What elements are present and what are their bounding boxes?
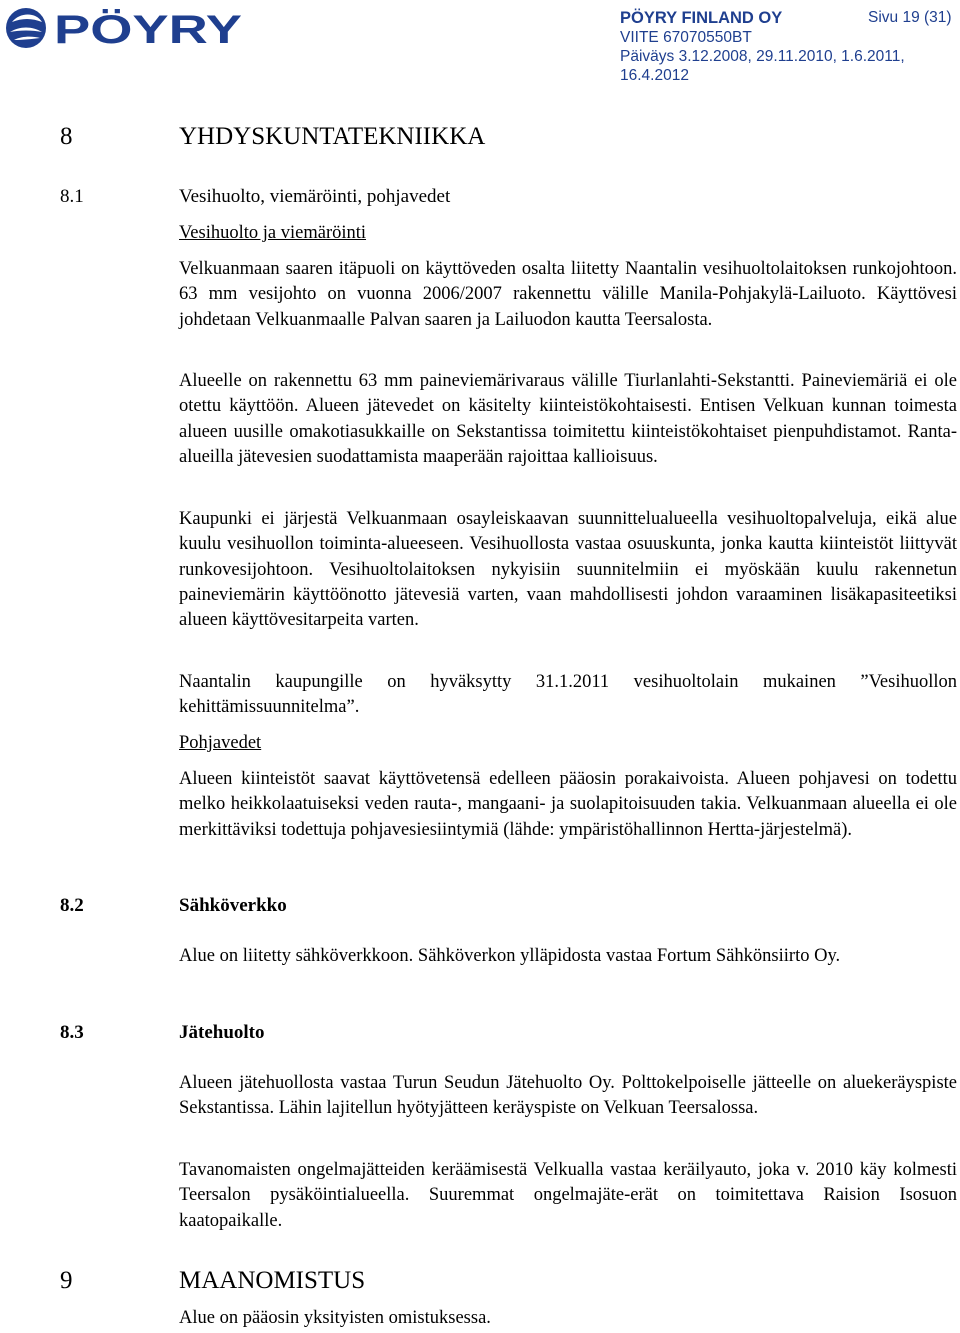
paragraph: Alueen jätehuollosta vastaa Turun Seudun Jätehuolto Oy. Polttokelpoiselle jätteelle on aluekeräyspiste Sekstantissa. Lähin lajitellun hyötyjätteen keräyspiste on Velkuan Teersalossa. <box>179 1073 957 1119</box>
paragraph: Alue on pääosin yksityisten omistuksessa. <box>179 1308 491 1328</box>
document-reference: VIITE 67070550BT <box>620 29 752 46</box>
company-name: PÖYRY FINLAND OY <box>620 9 783 27</box>
subsection-title: Jätehuolto <box>179 1022 265 1043</box>
section-number: 9 <box>60 1267 73 1294</box>
page-header <box>0 0 960 110</box>
document-dates-cont: 16.4.2012 <box>620 67 689 84</box>
subsection-title: Vesihuolto, viemäröinti, pohjavedet <box>179 186 451 207</box>
subsection-number: 8.1 <box>60 186 84 207</box>
paragraph: Tavanomaisten ongelmajätteiden keräämisestä Velkualla vastaa keräilyauto, joka v. 2010 käy kolmesti Teersalon pysäköintialueella. Suuremmat ongelmajäte-erät on toimitettava Raision Isosuon kaatopaikalle. <box>179 1160 957 1231</box>
section-title: MAANOMISTUS <box>179 1267 366 1294</box>
subsection-title: Sähköverkko <box>179 895 287 916</box>
subheading-groundwater: Pohjavedet <box>179 733 262 753</box>
section-number: 8 <box>60 123 73 150</box>
paragraph: Velkuanmaan saaren itäpuoli on käyttöveden osalta liitetty Naantalin vesihuoltolaitoksen runkojohtoon. 63 mm vesijohto on vuonna 2006/2007 rakennettu välille Manila-Pohjakylä-Lailuoto. Käyttövesi johdetaan Velkuanmaalle Palvan saaren ja Lailuodon kautta Teersalosta. <box>179 259 957 330</box>
poyry-logo <box>2 4 247 52</box>
page-number: Sivu 19 (31) <box>868 9 952 26</box>
subsection-number: 8.2 <box>60 895 84 916</box>
paragraph: Kaupunki ei järjestä Velkuanmaan osayleiskaavan suunnittelualueella vesihuoltopalveluja, eikä alue kuulu vesihuollon toiminta-alueeseen. Vesihuollosta vastaa osuuskunta, jonka kautta kiinteistöt liittyvät runkovesijohtoon. Vesihuoltolaitoksen nykyisiin suunnitelmiin ei myöskään kuulu rakennetun paineviemärin käyttöönotto jätevesiä varten, vaan mahdollisesti johdon varaaminen lisäkapasiteetiksi alueen käyttövesitarpeita varten. <box>179 509 957 631</box>
document-dates: Päiväys 3.12.2008, 29.11.2010, 1.6.2011, <box>620 48 905 65</box>
swirl-emblem-icon <box>6 8 46 48</box>
paragraph: Naantalin kaupungille on hyväksytty 31.1.2011 vesihuoltolain mukainen ”Vesihuollon kehittämissuunnitelma”. <box>179 672 957 718</box>
subheading-water-supply: Vesihuolto ja viemäröinti <box>179 223 367 243</box>
paragraph: Alueelle on rakennettu 63 mm paineviemärivaraus välille Tiurlanlahti-Sekstantti. Paineviemäriä ei ole otettu käyttöön. Alueen jätevedet on käsitelty kiinteistökohtaisesti. Entisen Velkuan kunnan toimesta alueen uusille omakotiasukkaille on Sekstantissa toimitettu kiinteistökohtaiset pienpuhdistamot. Ranta-alueilla jätevesien suodattamista maaperään rajoittaa kallioisuus. <box>179 371 957 467</box>
section-title: YHDYSKUNTATEKNIIKKA <box>179 123 486 150</box>
subsection-number: 8.3 <box>60 1022 84 1043</box>
paragraph: Alue on liitetty sähköverkkoon. Sähköverkon ylläpidosta vastaa Fortum Sähkönsiirto Oy. <box>179 946 841 966</box>
logo-wordmark: PÖYRY <box>54 8 193 52</box>
paragraph: Alueen kiinteistöt saavat käyttövetensä edelleen pääosin porakaivoista. Alueen pohjavesi on todettu melko heikkolaatuiseksi veden rauta-, mangaani- ja suolapitoisuuden takia. Velkuanmaan alueella ei ole merkittäviksi todettuja pohjavesiesiintymiä (lähde: ympäristöhallinnon Hertta-järjestelmä). <box>179 769 957 840</box>
